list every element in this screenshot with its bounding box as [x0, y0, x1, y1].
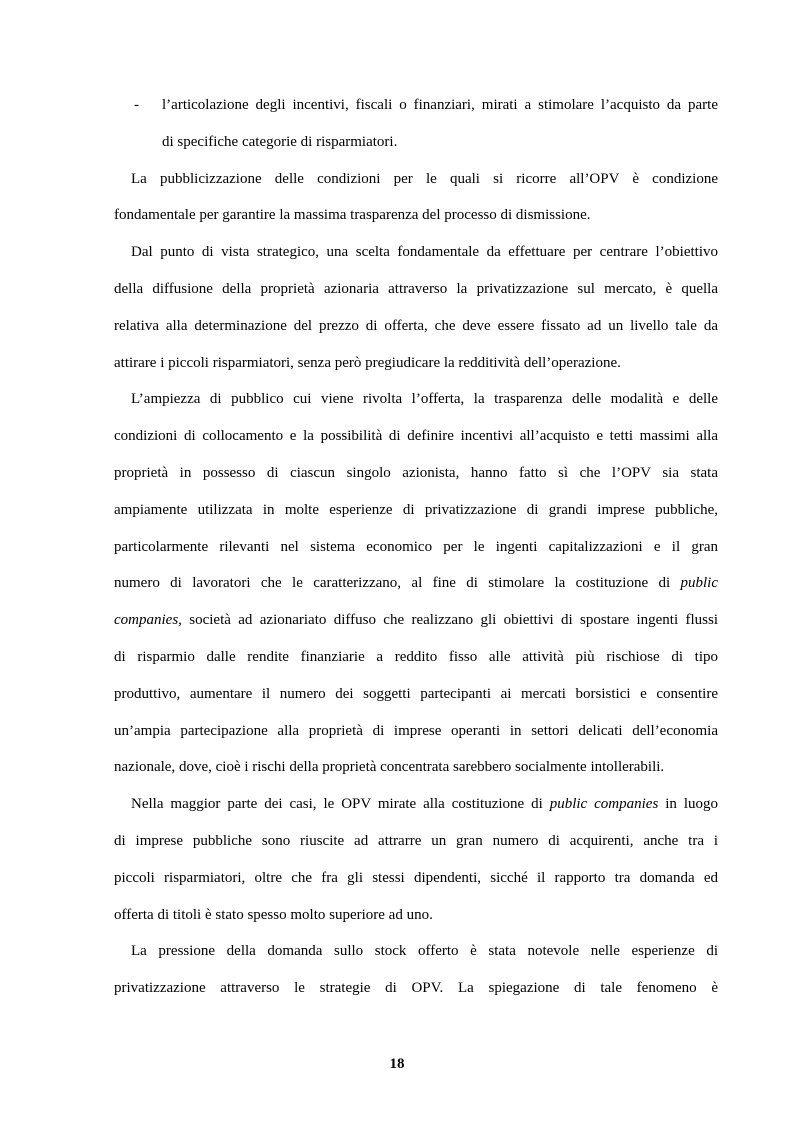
paragraph-3-line: di risparmio dalle rendite finanziarie a reddito fisso alle attività più rischiose di tipo: [114, 648, 718, 665]
bullet-text-line: l’articolazione degli incentivi, fiscali o finanziari, mirati a stimolare l’acquisto da parte: [162, 97, 718, 113]
paragraph-4-text: Nella maggior parte dei casi, le OPV mirate alla costituzione di: [131, 796, 543, 813]
paragraph-4-line: di imprese pubbliche sono riuscite ad attrarre un gran numero di acquirenti, anche tra i: [114, 832, 718, 849]
paragraph-4-line: offerta di titoli è stato spesso molto superiore ad uno.: [114, 906, 433, 923]
paragraph-4-text: in luogo: [665, 796, 718, 813]
paragraph-2-line: attirare i piccoli risparmiatori, senza però pregiudicare la redditività dell’operazione.: [114, 354, 621, 371]
paragraph-5-line: privatizzazione attraverso le strategie di OPV. La spiegazione di tale fenomeno è: [114, 980, 718, 997]
paragraph-1-line: fondamentale per garantire la massima trasparenza del processo di dismissione.: [114, 207, 591, 224]
page-number: 18: [389, 1056, 405, 1072]
bullet-text-continuation: di specifiche categorie di risparmiatori.: [162, 133, 398, 150]
paragraph-4-line: piccoli risparmiatori, oltre che fra gli stessi dipendenti, sicché il rapporto tra domanda ed: [114, 869, 718, 886]
paragraph-3-text: numero di lavoratori che le caratterizzano, al fine di stimolare la costituzione di: [114, 575, 671, 592]
paragraph-3-line: [114, 608, 718, 645]
paragraph-2-line: relativa alla determinazione del prezzo di offerta, che deve essere fissato ad un livello tale da: [114, 317, 718, 334]
paragraph-5-line: La pressione della domanda sullo stock offerto è stata notevole nelle esperienze di: [131, 943, 718, 960]
paragraph-1-line: La pubblicizzazione delle condizioni per le quali si ricorre all’OPV è condizione: [131, 170, 718, 187]
body-text: [114, 93, 718, 1013]
paragraph-3-line: [114, 571, 718, 608]
italic-term: public companies: [549, 796, 659, 813]
italic-term: public: [680, 575, 719, 592]
paragraph-3-line: un’ampia partecipazione alla proprietà di imprese operanti in settori delicati dell’economia: [114, 722, 718, 739]
bullet-item: [114, 93, 718, 130]
paragraph-3-text: , società ad azionariato diffuso che realizzano gli obiettivi di spostare ingenti flussi: [178, 612, 718, 629]
paragraph-3-line: produttivo, aumentare il numero dei soggetti partecipanti ai mercati borsistici e consentire: [114, 685, 718, 702]
paragraph-4-line: [114, 792, 718, 829]
paragraph-2-line: Dal punto di vista strategico, una scelta fondamentale da effettuare per centrare l’obiettivo: [131, 244, 718, 261]
paragraph-3-line: proprietà in possesso di ciascun singolo azionista, hanno fatto sì che l’OPV sia stata: [114, 464, 718, 481]
paragraph-3-line: ampiamente utilizzata in molte esperienze di privatizzazione di grandi imprese pubbliche,: [114, 501, 718, 518]
paragraph-3-line: condizioni di collocamento e la possibilità di definire incentivi all’acquisto e tetti massimi alla: [114, 428, 718, 445]
paragraph-3-line: nazionale, dove, cioè i rischi della proprietà concentrata sarebbero socialmente intollerabili.: [114, 759, 665, 776]
paragraph-3-line: particolarmente rilevanti nel sistema economico per le ingenti capitalizzazioni e il gran: [114, 538, 718, 555]
italic-term: companies: [114, 612, 179, 629]
paragraph-2-line: della diffusione della proprietà azionaria attraverso la privatizzazione sul mercato, è quella: [114, 280, 718, 297]
paragraph-3-line: L’ampiezza di pubblico cui viene rivolta l’offerta, la trasparenza delle modalità e delle: [131, 391, 718, 408]
bullet-marker: -: [134, 97, 139, 113]
